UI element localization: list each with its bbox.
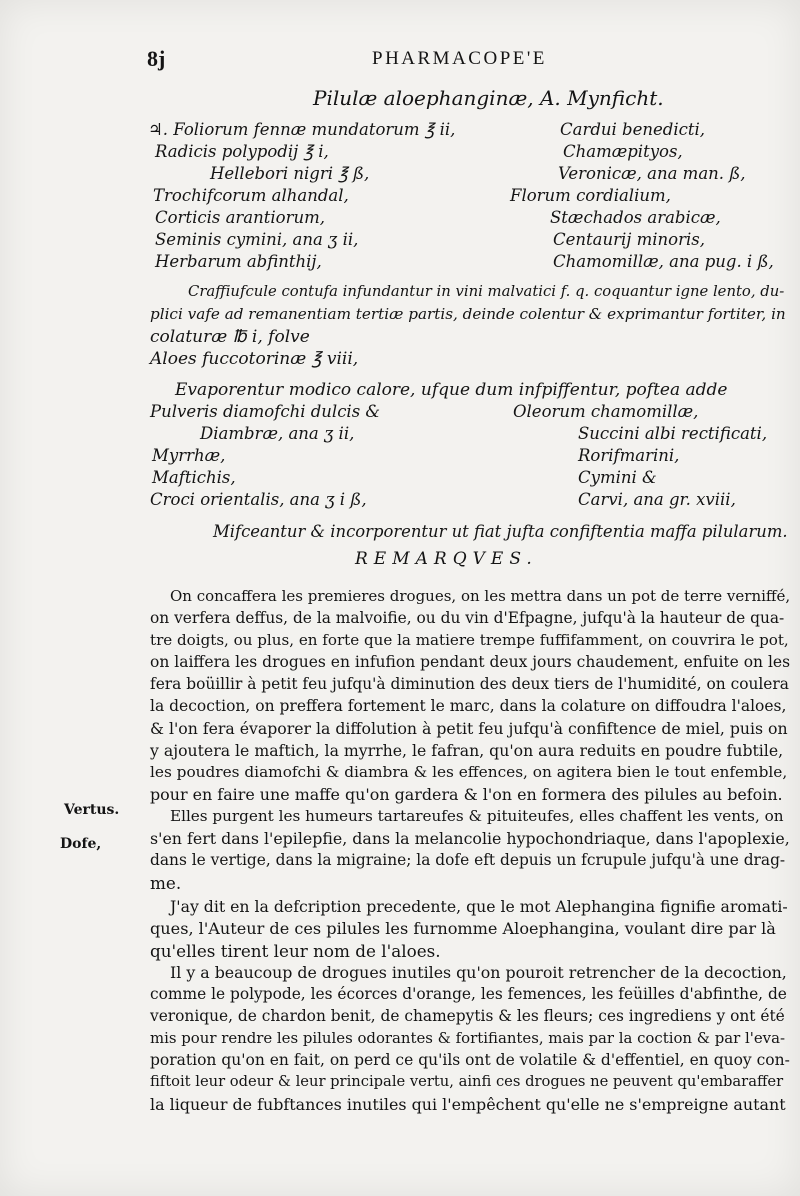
ingredient-left-7: Herbarum abfinthij, <box>155 252 322 271</box>
side-note-vertus: Vertus. <box>64 802 120 818</box>
p4-line-6: fiftoit leur odeur & leur principale vertu, ainfi ces drogues ne peuvent qu'embaraffer <box>150 1073 784 1090</box>
remarques-heading: REMARQVES. <box>355 549 538 569</box>
p1-line-8: y ajoutera le maftich, la myrrhe, le fafran, qu'on aura reduits en poudre fubtile, <box>150 741 784 760</box>
ingredient2-left-3: Myrrhæ, <box>152 446 226 465</box>
running-head: PHARMACOPE'E <box>372 48 547 69</box>
ingredient2-left-2: Diambræ, ana ʒ ii, <box>200 424 355 443</box>
instruction-evaporate: Evaporentur modico calore, ufque dum infpiffentur, poftea adde <box>175 380 728 400</box>
p1-line-7: & l'on fera évaporer la diffolution à petit feu jufqu'à confiftence de miel, puis on <box>150 719 788 738</box>
ingredient-right-6: Centaurij minoris, <box>553 230 705 249</box>
p3-line-2: ques, l'Auteur de ces pilules les furnomme Aloephangina, voulant dire par là <box>150 919 776 938</box>
ingredient2-right-5: Carvi, ana gr. xviii, <box>578 490 736 509</box>
p1-line-9: les poudres diamofchi & diambra & les effences, on agitera bien le tout enfemble, <box>150 763 788 781</box>
ingredient-right-1: Cardui benedicti, <box>560 120 706 139</box>
p3-line-3: qu'elles tirent leur nom de l'aloes. <box>150 941 441 961</box>
ingredient2-right-2: Succini albi rectificati, <box>578 424 768 443</box>
p2-line-3: dans le vertige, dans la migraine; la dofe eft depuis un fcrupule jufqu'à une drag- <box>150 851 786 869</box>
ingredient-right-7: Chamomillæ, ana pug. i ß, <box>553 252 774 271</box>
p1-line-3: tre doigts, ou plus, en forte que la matiere trempe fuffifamment, on couvrira le pot, <box>150 631 789 649</box>
ingredient-left-1: ♃. Foliorum fennæ mundatorum ℥ ii, <box>148 120 456 139</box>
ingredient-right-2: Chamæpityos, <box>563 142 683 161</box>
ingredient-left-5: Corticis arantiorum, <box>155 208 326 227</box>
ingredient2-left-4: Maftichis, <box>152 468 236 487</box>
instruction-line-3: colaturæ ℔ i, folve <box>150 327 310 347</box>
p1-line-10: pour en faire une maffe qu'on gardera & l'on en formera des pilules au befoin. <box>150 785 783 804</box>
p1-line-1: On concaffera les premieres drogues, on les mettra dans un pot de terre verniffé, <box>170 587 791 605</box>
ingredient-right-5: Stæchados arabicæ, <box>550 208 721 227</box>
ingredient2-right-3: Rorifmarini, <box>578 446 680 465</box>
p4-line-1: Il y a beaucoup de drogues inutiles qu'on pouroit retrencher de la decoction, <box>170 963 787 982</box>
page-number: 8j <box>147 46 166 71</box>
closing-line: Mifceantur & incorporentur ut fiat jufta confiftentia maffa pilularum. <box>213 522 788 541</box>
p1-line-6: la decoction, on preffera fortement le marc, dans la colature on diffoudra l'aloes, <box>150 697 787 715</box>
p1-line-2: on verfera deffus, de la malvoifie, ou du vin d'Efpagne, jufqu'à la hauteur de qua- <box>150 609 785 627</box>
ingredient2-right-1: Oleorum chamomillæ, <box>513 402 699 421</box>
ingredient-left-3: Hellebori nigri ℥ ß, <box>210 164 370 183</box>
p4-line-4: mis pour rendre les pilules odorantes & fortifiantes, mais par la coction & par l'eva- <box>150 1029 785 1047</box>
p1-line-4: on laiffera les drogues en infufion pendant deux jours chaudement, enfuite on les <box>150 653 791 671</box>
instruction-line-1: Craffiufcule contufa infundantur in vini malvatici f. q. coquantur igne lento, du- <box>188 283 785 300</box>
recipe-title: Pilulæ aloephanginæ, A. Mynficht. <box>313 86 664 110</box>
p2-line-2: s'en fert dans l'epilepfie, dans la melancolie hypochondriaque, dans l'apoplexie, <box>150 829 790 848</box>
ingredient2-left-1: Pulveris diamofchi dulcis & <box>150 402 381 421</box>
p2-line-1: Elles purgent les humeurs tartareufes & pituiteufes, elles chaffent les vents, on <box>170 807 784 825</box>
ingredient-left-2: Radicis polypodij ℥ i, <box>155 142 329 161</box>
instruction-line-4: Aloes fuccotorinæ ℥ viii, <box>150 349 359 369</box>
p4-line-7: la liqueur de fubftances inutiles qui l'empêchent qu'elle ne s'empreigne autant <box>150 1095 786 1114</box>
p4-line-5: poration qu'on en fait, on perd ce qu'ils ont de volatile & d'effentiel, en quoy con- <box>150 1051 790 1069</box>
p4-line-2: comme le polypode, les écorces d'orange, les femences, les feüilles d'abfinthe, de <box>150 985 787 1003</box>
p4-line-3: veronique, de chardon benit, de chamepytis & les fleurs; ces ingrediens y ont été <box>150 1007 785 1025</box>
p3-line-1: J'ay dit en la defcription precedente, que le mot Alephangina fignifie aromati- <box>170 897 788 916</box>
ingredient2-left-5: Croci orientalis, ana ʒ i ß, <box>150 490 367 509</box>
p2-line-4: me. <box>150 873 182 893</box>
side-note-dose: Dofe, <box>60 836 102 852</box>
ingredient-right-3: Veronicæ, ana man. ß, <box>558 164 746 183</box>
instruction-line-2: plici vafe ad remanentiam tertiæ partis, deinde colentur & exprimantur fortiter, in <box>150 305 786 323</box>
p1-line-5: fera boüillir à petit feu jufqu'à diminution des deux tiers de l'humidité, on coulera <box>150 675 789 693</box>
ingredient-left-4: Trochifcorum alhandal, <box>153 186 349 205</box>
ingredient-right-4: Florum cordialium, <box>510 186 671 205</box>
ingredient-left-6: Seminis cymini, ana ʒ ii, <box>155 230 359 249</box>
ingredient2-right-4: Cymini & <box>578 468 657 487</box>
